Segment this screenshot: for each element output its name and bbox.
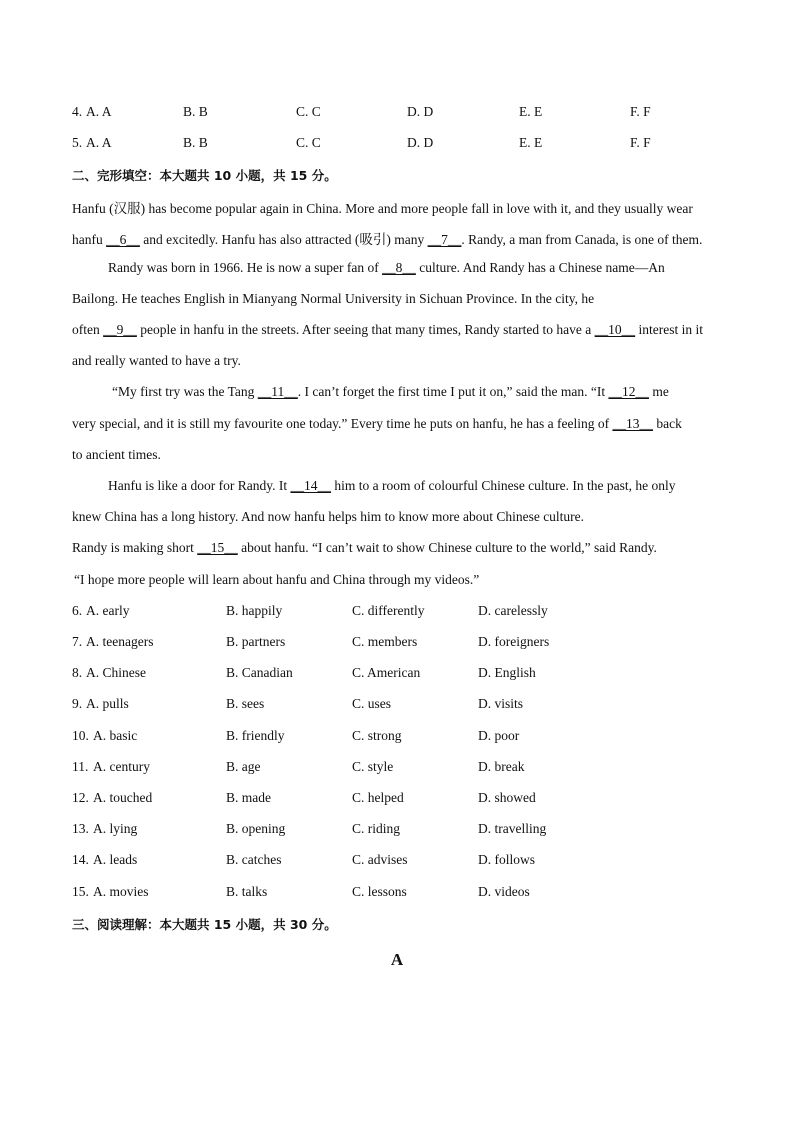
passage-text: often	[72, 322, 104, 337]
option-a[interactable]: A. Chinese	[86, 665, 146, 680]
passage-text: . Randy, a man from Canada, is one of them.	[461, 232, 703, 247]
option-d[interactable]: D. break	[478, 759, 525, 774]
blank-7[interactable]: __7__	[427, 232, 462, 247]
answer-row-4	[72, 104, 732, 122]
blank-15[interactable]: __15__	[197, 540, 238, 555]
passage-text: Hanfu is like a door for Randy. It	[108, 478, 291, 493]
question-row	[72, 884, 632, 902]
option-a[interactable]: A. movies	[93, 884, 149, 899]
blank-10[interactable]: __10__	[594, 322, 636, 337]
passage-line	[108, 260, 758, 276]
option-e: E. E	[519, 104, 543, 119]
option-b[interactable]: B. age	[226, 759, 261, 774]
option-b[interactable]: B. Canadian	[226, 665, 293, 680]
question-num: 10.	[72, 728, 89, 743]
passage-line	[112, 384, 762, 400]
passage-line	[72, 509, 722, 525]
option-a[interactable]: A. century	[93, 759, 150, 774]
option-c[interactable]: C. style	[352, 759, 394, 774]
passage-line	[108, 478, 758, 494]
section2-heading: 二、完形填空：本大题共 10 小题，共 15 分。	[72, 168, 337, 183]
passage-text: and excitedly. Hanfu has also attracted (吸引) many	[139, 232, 428, 247]
option-d[interactable]: D. poor	[478, 728, 520, 743]
option-b[interactable]: B. catches	[226, 852, 282, 867]
passage-text: people in hanfu in the streets. After seeing that many times, Randy started to have a	[136, 322, 595, 337]
passage-text: very special, and it is still my favourite one today.” Every time he puts on hanfu, he has a feeling of	[72, 416, 613, 431]
option-b[interactable]: B. talks	[226, 884, 268, 899]
option-a[interactable]: A. touched	[93, 790, 153, 805]
option-a: A. A	[86, 104, 112, 119]
question-row	[72, 759, 632, 777]
option-b[interactable]: B. sees	[226, 696, 265, 711]
option-d: D. D	[407, 135, 434, 150]
blank-12[interactable]: __12__	[608, 384, 649, 399]
option-c: C. C	[296, 104, 321, 119]
passage-text: back	[652, 416, 682, 431]
option-b[interactable]: B. opening	[226, 821, 286, 836]
answer-row-num: 5.	[72, 135, 83, 150]
passage-text: knew China has a long history. And now hanfu helps him to know more about Chinese culture.	[72, 509, 585, 524]
option-c[interactable]: C. advises	[352, 852, 408, 867]
option-a[interactable]: A. lying	[93, 821, 138, 836]
option-d[interactable]: D. follows	[478, 852, 535, 867]
question-num: 11.	[72, 759, 89, 774]
question-num: 14.	[72, 852, 89, 867]
question-num: 6.	[72, 603, 83, 618]
option-c[interactable]: C. differently	[352, 603, 425, 618]
passage-text: him to a room of colourful Chinese culture. In the past, he only	[330, 478, 676, 493]
passage-line	[72, 447, 722, 463]
passage-line	[72, 228, 722, 248]
question-row	[72, 821, 632, 839]
passage-text: me	[648, 384, 669, 399]
question-row	[72, 665, 632, 683]
option-f: F. F	[630, 104, 651, 119]
passage-line	[72, 416, 722, 432]
option-a[interactable]: A. leads	[93, 852, 138, 867]
question-row	[72, 696, 632, 714]
question-num: 8.	[72, 665, 83, 680]
option-c[interactable]: C. American	[352, 665, 421, 680]
option-b: B. B	[183, 104, 208, 119]
section-a-title: A	[390, 950, 404, 969]
option-d: D. D	[407, 104, 434, 119]
passage-text: Randy is making short	[72, 540, 198, 555]
passage-line	[72, 353, 722, 369]
passage-line	[72, 322, 722, 338]
option-d[interactable]: D. carelessly	[478, 603, 548, 618]
answer-row-5	[72, 135, 732, 153]
option-c[interactable]: C. helped	[352, 790, 404, 805]
option-b[interactable]: B. made	[226, 790, 271, 805]
blank-6[interactable]: __6__	[106, 232, 140, 247]
option-b[interactable]: B. partners	[226, 634, 286, 649]
option-a[interactable]: A. pulls	[86, 696, 129, 711]
option-e: E. E	[519, 135, 543, 150]
option-d[interactable]: D. showed	[478, 790, 536, 805]
option-d[interactable]: D. travelling	[478, 821, 547, 836]
question-row	[72, 634, 632, 652]
passage-text: “I hope more people will learn about hanfu and China through my videos.”	[74, 572, 480, 587]
question-num: 12.	[72, 790, 89, 805]
question-row	[72, 603, 632, 621]
option-c[interactable]: C. members	[352, 634, 418, 649]
option-c[interactable]: C. lessons	[352, 884, 407, 899]
blank-8[interactable]: __8__	[382, 260, 416, 275]
question-row	[72, 790, 632, 808]
question-num: 15.	[72, 884, 89, 899]
option-d[interactable]: D. visits	[478, 696, 524, 711]
blank-9[interactable]: __9__	[103, 322, 137, 337]
option-f: F. F	[630, 135, 651, 150]
passage-text: hanfu	[72, 232, 107, 247]
option-a[interactable]: A. early	[86, 603, 130, 618]
option-d[interactable]: D. foreigners	[478, 634, 550, 649]
option-b: B. B	[183, 135, 208, 150]
passage-text: and really wanted to have a try.	[72, 353, 241, 368]
passage-text: interest in it	[635, 322, 703, 337]
passage-line	[74, 572, 724, 588]
question-row	[72, 852, 632, 870]
option-c[interactable]: C. uses	[352, 696, 392, 711]
option-d[interactable]: D. English	[478, 665, 536, 680]
passage-text: “My first try was the Tang	[112, 384, 258, 399]
passage-text: to ancient times.	[72, 447, 161, 462]
passage-text: Randy was born in 1966. He is now a super fan of	[108, 260, 383, 275]
passage-text: culture. And Randy has a Chinese name—An	[415, 260, 665, 275]
passage-text: . I can’t forget the first time I put it on,” said the man. “It	[297, 384, 609, 399]
passage-line	[72, 540, 722, 556]
passage-text: about hanfu. “I can’t wait to show Chinese culture to the world,” said Randy.	[237, 540, 657, 555]
blank-11[interactable]: __11__	[257, 384, 298, 399]
question-num: 9.	[72, 696, 83, 711]
question-row	[72, 728, 632, 746]
option-a[interactable]: A. teenagers	[86, 634, 154, 649]
blank-13[interactable]: __13__	[612, 416, 653, 431]
passage-line	[72, 197, 722, 217]
passage-text: Bailong. He teaches English in Mianyang Normal University in Sichuan Province. In the city, he	[72, 291, 595, 306]
option-c: C. C	[296, 135, 321, 150]
option-d[interactable]: D. videos	[478, 884, 530, 899]
blank-14[interactable]: __14__	[290, 478, 331, 493]
question-num: 13.	[72, 821, 89, 836]
passage-line	[72, 291, 722, 307]
option-b[interactable]: B. happily	[226, 603, 283, 618]
question-num: 7.	[72, 634, 83, 649]
section3-heading: 三、阅读理解：本大题共 15 小题，共 30 分。	[72, 917, 337, 932]
option-a: A. A	[86, 135, 112, 150]
option-b[interactable]: B. friendly	[226, 728, 285, 743]
option-a[interactable]: A. basic	[93, 728, 138, 743]
passage-text: Hanfu (汉服) has become popular again in China. More and more people fall in love with it, and they usually wear	[72, 201, 693, 216]
option-c[interactable]: C. riding	[352, 821, 401, 836]
option-c[interactable]: C. strong	[352, 728, 402, 743]
answer-row-num: 4.	[72, 104, 83, 119]
